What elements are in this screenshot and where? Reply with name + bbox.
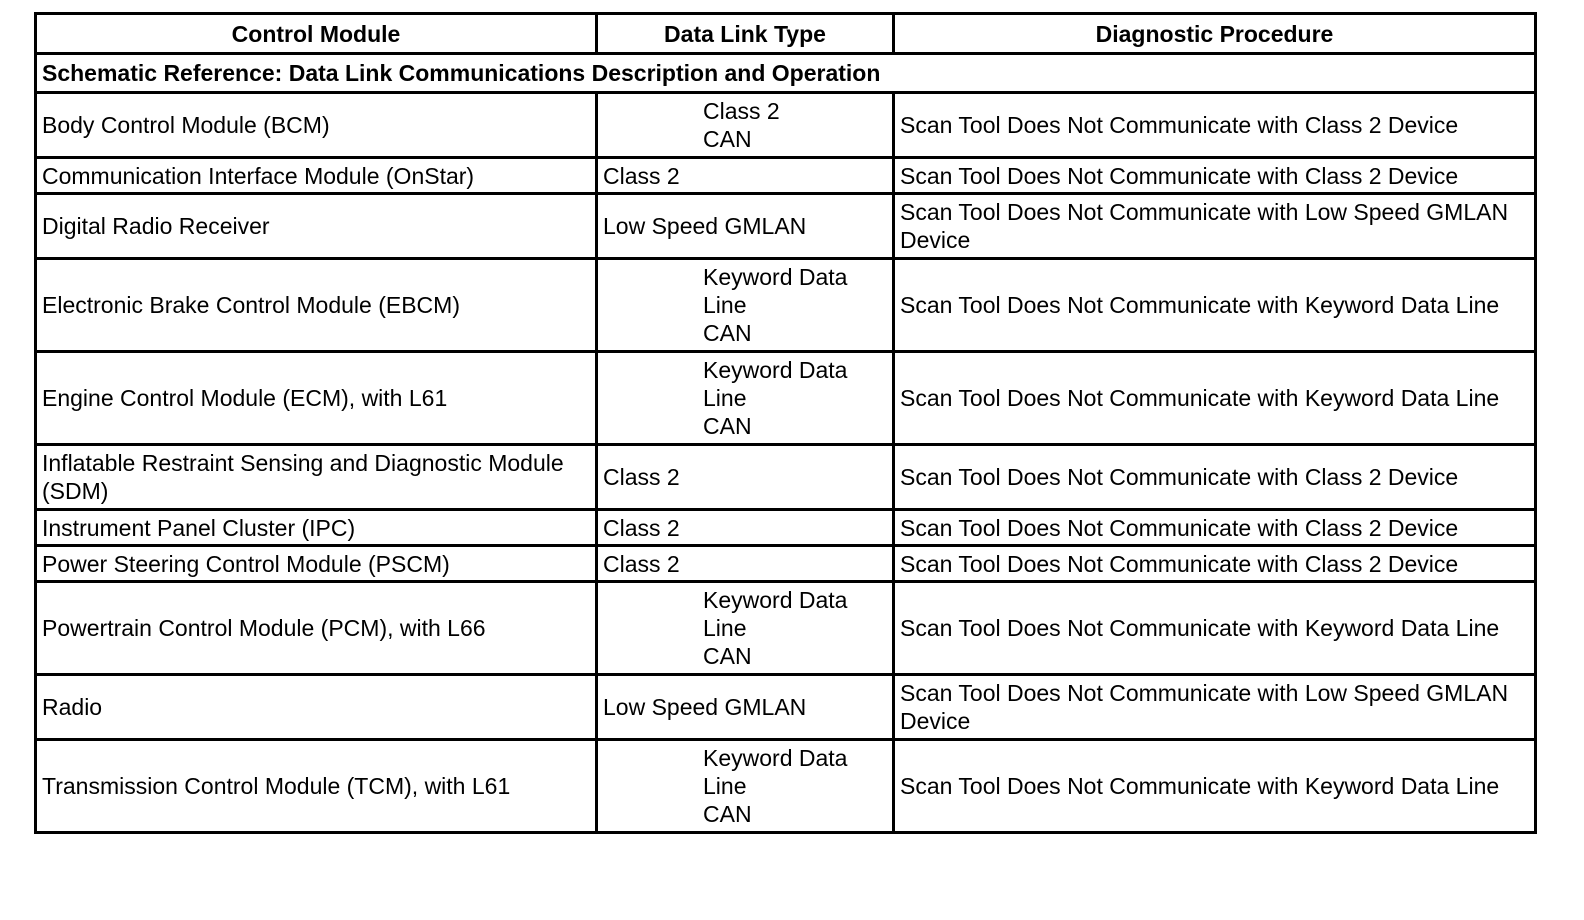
diagnostic-procedure-cell: Scan Tool Does Not Communicate with Class 2 Device [894,546,1536,582]
data-link-type-cell [597,445,894,510]
data-link-type-cell [597,582,894,675]
diagnostic-procedure-cell: Scan Tool Does Not Communicate with Class 2 Device [894,445,1536,510]
diagnostic-procedure-cell: Scan Tool Does Not Communicate with Class 2 Device [894,158,1536,194]
data-link-line: Line [703,385,747,411]
data-link-line: Line [703,615,747,641]
data-link-line: CAN [703,801,752,827]
data-link-line: Low Speed GMLAN [603,694,807,720]
section-row [36,54,1536,93]
data-link-line: Class 2 [603,550,680,577]
control-module-cell: Instrument Panel Cluster (IPC) [36,510,597,546]
table-row [36,352,1536,445]
diagnostic-procedure-cell: Scan Tool Does Not Communicate with Low Speed GMLAN Device [894,675,1536,740]
control-module-cell: Body Control Module (BCM) [36,93,597,158]
header-diagnostic-procedure: Diagnostic Procedure [894,14,1536,54]
table-row [36,675,1536,740]
table-row [36,158,1536,194]
section-title: Schematic Reference: Data Link Communications Description and Operation [36,54,1536,93]
header-row [36,14,1536,54]
diagnostic-procedure-cell: Scan Tool Does Not Communicate with Keyword Data Line [894,740,1536,833]
data-link-line: CAN [703,643,752,669]
table-row [36,259,1536,352]
data-link-line: Class 2 [603,162,680,189]
table-row [36,194,1536,259]
data-link-type-cell [597,352,894,445]
control-module-cell: Power Steering Control Module (PSCM) [36,546,597,582]
data-link-type-cell [597,510,894,546]
diagnostic-procedure-cell: Scan Tool Does Not Communicate with Low Speed GMLAN Device [894,194,1536,259]
data-link-line: Line [703,773,747,799]
data-link-line: Keyword Data [703,357,848,383]
data-link-line: Keyword Data [703,745,848,771]
header-control-module: Control Module [36,14,597,54]
control-module-cell: Digital Radio Receiver [36,194,597,259]
data-link-type-cell [597,740,894,833]
control-module-cell: Transmission Control Module (TCM), with L61 [36,740,597,833]
table-row [36,582,1536,675]
data-link-type-cell [597,194,894,259]
table-row [36,93,1536,158]
data-link-type-cell [597,546,894,582]
control-module-cell: Radio [36,675,597,740]
header-data-link-type: Data Link Type [597,14,894,54]
data-link-line: Low Speed GMLAN [603,213,807,239]
data-link-line: Keyword Data [703,587,848,613]
control-module-cell: Engine Control Module (ECM), with L61 [36,352,597,445]
table-row [36,445,1536,510]
data-link-type-cell [597,158,894,194]
diagnostic-procedure-cell: Scan Tool Does Not Communicate with Class 2 Device [894,510,1536,546]
data-link-line: Class 2 [703,98,780,124]
table-row [36,546,1536,582]
data-link-type-cell [597,675,894,740]
data-link-type-cell [597,259,894,352]
diagnostic-procedure-cell: Scan Tool Does Not Communicate with Keyword Data Line [894,352,1536,445]
diagnostic-procedure-cell: Scan Tool Does Not Communicate with Keyword Data Line [894,582,1536,675]
data-link-type-cell [597,93,894,158]
diagnostic-procedure-cell: Scan Tool Does Not Communicate with Keyword Data Line [894,259,1536,352]
data-link-line: Class 2 [603,464,680,490]
diagnostic-procedure-cell: Scan Tool Does Not Communicate with Class 2 Device [894,93,1536,158]
data-link-line: Line [703,292,747,318]
data-link-table [34,12,1537,834]
data-link-line: CAN [703,413,752,439]
table-row [36,510,1536,546]
data-link-line: Keyword Data [703,264,848,290]
control-module-cell: Powertrain Control Module (PCM), with L66 [36,582,597,675]
table-row [36,740,1536,833]
control-module-cell: Inflatable Restraint Sensing and Diagnostic Module (SDM) [36,445,597,510]
control-module-cell: Communication Interface Module (OnStar) [36,158,597,194]
data-link-line: CAN [703,320,752,346]
data-link-line: CAN [703,126,752,152]
data-link-line: Class 2 [603,514,680,541]
control-module-cell: Electronic Brake Control Module (EBCM) [36,259,597,352]
